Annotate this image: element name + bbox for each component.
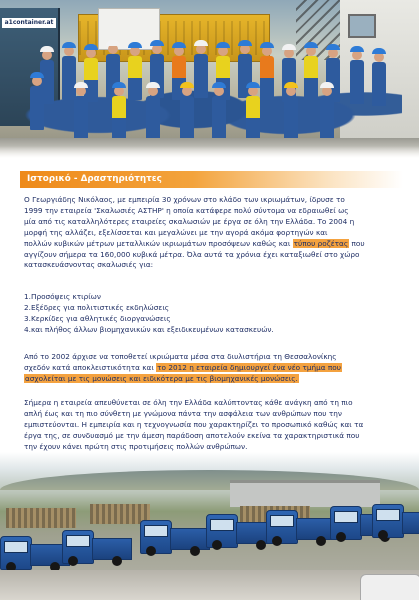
truck-wheel bbox=[272, 536, 282, 546]
worker-figure bbox=[62, 56, 76, 100]
text-line: Σήμερα η εταιρεία απευθύνεται σε όλη την Ελλάδα καλύπτοντας κάθε ανάγκη από τη πιο bbox=[24, 398, 353, 407]
text-segment: πολλών κυβικών μέτρων μεταλλικών ικριωμάτων προσόψεων καθώς και bbox=[24, 238, 293, 248]
truck-wheel bbox=[146, 546, 156, 556]
truck-wheel bbox=[190, 546, 200, 556]
truck bbox=[62, 524, 130, 564]
insulation-paragraph bbox=[24, 352, 399, 385]
history-paragraph bbox=[24, 195, 399, 271]
worker-figure bbox=[112, 96, 126, 140]
worker-figure bbox=[372, 62, 386, 106]
road bbox=[0, 570, 419, 600]
truck-cab bbox=[0, 536, 32, 570]
truck-bed bbox=[402, 512, 419, 534]
text-line: την έχουν κάνει πρώτη στις προτιμήσεις πολλών ανθρώπων. bbox=[24, 441, 248, 451]
list-item: 1.Προσόψεις κτιρίων bbox=[24, 292, 101, 301]
truck bbox=[372, 498, 419, 538]
today-paragraph bbox=[24, 398, 399, 453]
team-photo bbox=[0, 0, 419, 158]
text-line bbox=[24, 363, 399, 374]
text-line: μία από τις καταλληλότερες εταιρείες σκαλωσιών με έργα σε όλη την Ελλάδα. Το 2004 η bbox=[24, 216, 355, 226]
truck-cab bbox=[266, 510, 298, 544]
text-line: Ο Γεωργιάδης Νικόλαος, με εμπειρία 30 χρόνων στο κλάδο των ικριωμάτων, ίδρυσε το bbox=[24, 195, 345, 204]
text-line: κατασκευάσνοντας σκαλωσιές για: bbox=[24, 260, 154, 270]
worker-figure bbox=[212, 96, 226, 140]
worker-figure bbox=[146, 96, 160, 140]
list-item: 2.Εξέδρες για πολιτιστικές εκδηλώσεις bbox=[24, 302, 170, 312]
worker-figure bbox=[194, 54, 208, 98]
truck-wheel bbox=[212, 540, 222, 550]
photo-fade bbox=[0, 146, 419, 158]
truck-cab bbox=[140, 520, 172, 554]
white-car bbox=[360, 574, 419, 600]
text-line: εμπιστεύονται. Η εμπειρία και η τεχνογνωσία που χαρακτηρίζει το προσωπικό καθώς και τα bbox=[24, 419, 364, 429]
text-line: απλή έως και τη πιο σύνθετη με γνώμονα πάντα την ασφάλεια των ανθρώπων που την bbox=[24, 408, 342, 418]
worker-figure bbox=[350, 60, 364, 104]
highlighted-text: τύπου ροζέτας bbox=[293, 238, 349, 248]
container-label: a1container.at bbox=[2, 18, 56, 28]
truck-wheel bbox=[378, 530, 388, 540]
text-line: μορφή της αλλάζει, εξελίσσεται και μεγαλώνει με την αγορά ακόμα φορτηγών και bbox=[24, 227, 328, 237]
text-line: έργα της, σε συνδυασμό με την άμεση παράδοση αποτελούν εκείνα τα χαρακτηριστικά που bbox=[24, 430, 360, 440]
text-line bbox=[24, 239, 399, 250]
highlighted-text: το 2012 η εταιρεία δημιουργεί ένα νέο τμήμα που bbox=[157, 362, 341, 372]
truck-wheel bbox=[256, 540, 266, 550]
text-segment: σχεδόν κατά αποκλειστικότητα και bbox=[24, 362, 157, 372]
worker-figure bbox=[304, 56, 318, 100]
truck-wheel bbox=[112, 556, 122, 566]
text-line bbox=[24, 374, 399, 385]
section-heading: Ιστορικό - Δραστηριότητες bbox=[27, 174, 162, 184]
truck bbox=[206, 508, 274, 548]
truck-cab bbox=[62, 530, 94, 564]
list-item: 3.Κερκίδες για αθλητικές διοργανώσεις bbox=[24, 313, 171, 323]
worker-figure bbox=[246, 96, 260, 140]
worker-figure bbox=[260, 56, 274, 100]
truck-wheel bbox=[68, 556, 78, 566]
truck bbox=[0, 530, 68, 570]
truck-wheel bbox=[336, 532, 346, 542]
section-heading-bar bbox=[20, 171, 403, 188]
truck-cab bbox=[330, 506, 362, 540]
worker-figure bbox=[180, 96, 194, 140]
fleet-photo bbox=[0, 452, 419, 600]
text-segment: που bbox=[349, 238, 365, 248]
truck-cab bbox=[206, 514, 238, 548]
list-item: 4.και πλήθος άλλων βιομηχανικών και εξειδικευμένων κατασκευών. bbox=[24, 324, 274, 334]
services-list bbox=[24, 292, 399, 336]
truck-cab bbox=[372, 504, 404, 538]
text-line: 1999 την εταιρεία 'Σκαλωσιές ΑΣΤΗΡ' η οποία κατάφερε πολύ σύντομα να εδραιωθεί ως bbox=[24, 205, 349, 215]
truck-bed bbox=[92, 538, 132, 560]
worker-figure bbox=[284, 96, 298, 140]
worker-figure bbox=[128, 56, 142, 100]
worker-figure bbox=[30, 86, 44, 130]
worker-figure bbox=[74, 96, 88, 140]
truck-wheel bbox=[316, 536, 326, 546]
truck-bed bbox=[170, 528, 210, 550]
truck bbox=[266, 504, 334, 544]
worker-figure bbox=[320, 96, 334, 140]
text-line: αγγίζουν σήμερα τα 160,000 κυβικά μέτρα. Όλα αυτά τα χρόνια έχει καταξιωθεί στο χώρο bbox=[24, 249, 360, 259]
truck bbox=[140, 514, 208, 554]
text-line: Από το 2002 άρχισε να τοποθετεί ικριώματα μέσα στα διυλιστήρια τη Θεσσαλονίκης bbox=[24, 352, 337, 361]
highlighted-text: ασχολείται με τις μονώσεις και ειδικότερα με τις βιομηχανικές μονώσεις. bbox=[25, 373, 298, 383]
